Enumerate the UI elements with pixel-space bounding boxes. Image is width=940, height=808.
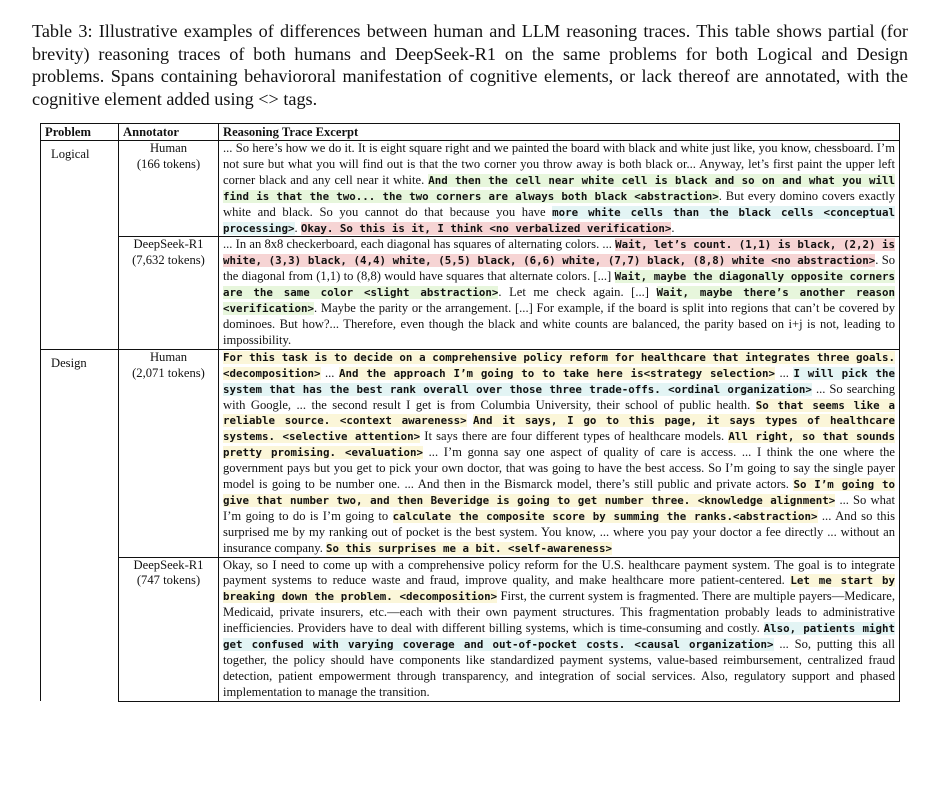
annotator-name: Human bbox=[149, 141, 188, 155]
trace-text: . Maybe the parity or the arrangement. [...] For example, if the board is split into regions that can’t be covered by dominoes. But how?... Therefore, even though the black and white counts are balanced, the parity based on i+j is not, leading to impossibility. bbox=[223, 301, 895, 347]
annotator-name: Human bbox=[149, 349, 188, 364]
trace-text: . bbox=[294, 220, 301, 235]
trace-text: . So the diagonal from (1,1) to (8,8) would have squares that alternate colors. [...] bbox=[223, 253, 895, 284]
trace-text: First, the current system is fragmented. There are multiple payers—Medicare, Medicaid, private insurers, etc.—each with their own payment structures. This fragmentation probably leads to administrative inefficiencies. Providers have to deal with different billing systems, which is time-consuming and costly. bbox=[223, 589, 896, 636]
annotated-span: And then the cell near white cell is black and so on and what you will find is that the two... the two corners are always both black <abstraction> bbox=[223, 173, 895, 203]
annotated-span: So this surprises me a bit. <self-awareness> bbox=[326, 541, 613, 555]
annotated-span: So that seems like a reliable source. <context awareness> bbox=[223, 398, 895, 428]
trace-cell bbox=[219, 557, 900, 701]
trace-text: Okay, so I need to come up with a comprehensive policy reform for the U.S. healthcare payment system. The goal is to integrate payment systems to reduce waste and fraud, improve quality, and make healthcare more patient-centered. bbox=[223, 557, 895, 588]
annotator-cell bbox=[119, 557, 219, 701]
token-count: (747 tokens) bbox=[136, 573, 201, 588]
annotated-span: Wait, maybe there’s another reason <verification> bbox=[223, 286, 896, 316]
trace-text: ... So, putting this all together, the policy should have components like standardized payment systems, value-based reimbursement, centralized fraud detection, patient empowerment through transparency, and integration of social services. Also, regulatory support and phased implementation to manage the transition. bbox=[223, 637, 895, 699]
table-row bbox=[41, 557, 900, 701]
annotated-span: Also, patients might get confused with varying coverage and out-of-pocket costs. <causal organization> bbox=[223, 622, 895, 652]
annotated-span: And it says, I go to this page, it says types of healthcare systems. <selective attention> bbox=[223, 414, 895, 444]
annotated-span: Wait, maybe the diagonally opposite corners are the same color <slight abstraction> bbox=[223, 270, 896, 300]
trace-text: ... I’m gonna say one aspect of quality of care is access. ... I think the one where the government pays but you get to pick your own doctor, that was going to have the best access. So I’m going to say the single payer model is going to be number one. ... And then in the Bismarck model, there’s still public and private actors. bbox=[223, 445, 896, 492]
header-trace: Reasoning Trace Excerpt bbox=[219, 124, 900, 141]
annotated-span: For this task is to decide on a comprehensive policy reform for healthcare that integrates three goals. <decomposition> bbox=[223, 350, 895, 380]
trace-text: ... In an 8x8 checkerboard, each diagonal has squares of alternating colors. ... bbox=[223, 237, 616, 252]
trace-cell bbox=[219, 141, 900, 237]
table-caption: Table 3: Illustrative examples of differences between human and LLM reasoning traces. This table shows partial (for brevity) reasoning traces of both humans and DeepSeek-R1 on the same problems for both Logical and Design problems. Spans containing behaviororal manifestation of cognitive elements, or lack thereof are annotated, with the cognitive element added using <> tags. bbox=[32, 21, 908, 109]
header-problem: Problem bbox=[41, 124, 119, 141]
annotator-cell bbox=[119, 237, 219, 349]
annotator-name: DeepSeek-R1 bbox=[133, 557, 204, 572]
trace-text: ... So searching with Google, ... the second result I get is from Columbia University, their school of public health. bbox=[223, 381, 895, 412]
trace-cell bbox=[219, 349, 900, 557]
trace-cell bbox=[219, 237, 900, 349]
annotated-span: So I’m going to give that number two, and then Beveridge is going to get number three. <knowledge alignment> bbox=[223, 478, 895, 507]
token-count: (166 tokens) bbox=[136, 156, 201, 171]
annotator-cell bbox=[119, 349, 219, 557]
trace-text: . Let me check again. [...] bbox=[498, 285, 657, 300]
trace-text: It says there are four different types of healthcare models. bbox=[420, 429, 729, 444]
annotated-span: Okay. So this is it, I think <no verbalized verification> bbox=[300, 221, 672, 235]
table-row bbox=[41, 237, 900, 349]
annotated-span: calculate the composite score by summing the ranks.<abstraction> bbox=[392, 509, 818, 523]
problem-label: Logical bbox=[51, 147, 90, 161]
table-header-row bbox=[41, 124, 900, 141]
annotated-span: I will pick the system that has the best rank overall over those three trade-offs. <ordinal organization> bbox=[223, 366, 895, 396]
annotator-cell bbox=[119, 141, 219, 237]
annotated-span: All right, so that sounds pretty promising. <evaluation> bbox=[223, 430, 896, 460]
annotated-span: Wait, let’s count. (1,1) is black, (2,2) is white, (3,3) black, (4,4) white, (5,5) black, (6,6) white, (7,7) black, (8,8) white <no abstraction> bbox=[223, 238, 896, 268]
token-count: (2,071 tokens) bbox=[132, 365, 205, 380]
trace-text: . But every domino covers exactly white and black. So you cannot do that because you have bbox=[223, 188, 896, 219]
trace-text: ... So what I’m going to do is I’m going to bbox=[223, 492, 896, 523]
reasoning-trace-table bbox=[40, 123, 900, 702]
table-row bbox=[41, 141, 900, 237]
trace-text: ... And so this surprised me by my ranking out of pocket is the best system. You know, ... where you pay your doctor a fee directly ... without an insurance company. bbox=[223, 508, 895, 555]
trace-text: . bbox=[671, 220, 675, 235]
annotated-span: And the approach I’m going to to take here is<strategy selection> bbox=[338, 366, 775, 380]
table-row bbox=[41, 349, 900, 557]
annotated-span: Let me start by breaking down the problem. <decomposition> bbox=[223, 574, 895, 604]
annotator-name: DeepSeek-R1 bbox=[133, 237, 204, 252]
problem-label: Design bbox=[51, 355, 87, 370]
problem-cell bbox=[41, 141, 119, 350]
token-count: (7,632 tokens) bbox=[132, 253, 205, 268]
trace-text: ... So here’s how we do it. It is eight square right and we painted the board with black and white just like, you know, chessboard. I’m not sure but what you will find out is that the two corner you throw away is both black or... Anyway, let’s first paint the upper left corner black and any cell near it white. bbox=[223, 141, 895, 187]
annotated-span: more white cells than the black cells <conceptual processing> bbox=[223, 205, 895, 235]
trace-text: ... bbox=[320, 365, 339, 380]
header-annotator: Annotator bbox=[119, 124, 219, 141]
trace-text: ... bbox=[774, 365, 794, 380]
problem-cell bbox=[41, 349, 119, 701]
